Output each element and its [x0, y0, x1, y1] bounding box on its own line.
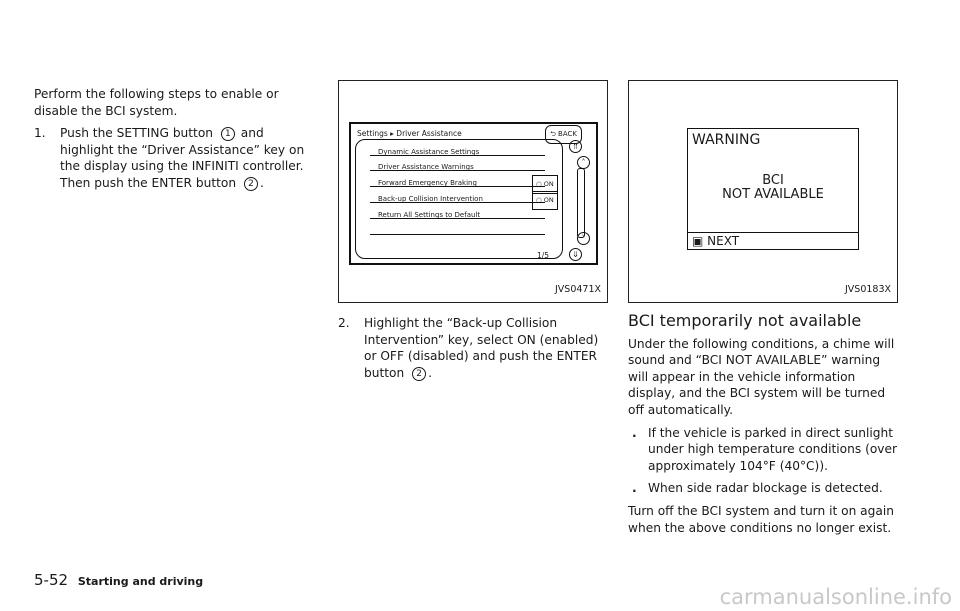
- menu-item: Forward Emergency Braking: [378, 179, 477, 187]
- menu-item: Return All Settings to Default: [378, 211, 481, 219]
- back-button: ⮌ BACK: [545, 125, 582, 144]
- figure-warning-screen: [628, 80, 898, 303]
- screen-breadcrumb: Settings ▸ Driver Assistance: [357, 129, 462, 138]
- punct: .: [428, 365, 432, 380]
- warning-footer: [688, 232, 858, 249]
- section-paragraph: Under the following conditions, a chime will sound and “BCI NOT AVAILABLE” warning will appear in the vehicle information display, and the BCI system will be turned off automatically.: [628, 336, 895, 417]
- scroll-bottom-icon: ⇓: [569, 248, 582, 261]
- callout-2-icon: 2: [412, 367, 426, 381]
- warning-display: [687, 128, 859, 250]
- bullet-icon: .: [632, 481, 637, 496]
- on-label: ON: [543, 180, 554, 188]
- bullet-item: [628, 425, 898, 475]
- menu-item: Back-up Collision Intervention: [378, 195, 483, 203]
- settings-list: [355, 139, 563, 259]
- callout-1-icon: 1: [221, 127, 235, 141]
- scroll-down-icon: ˅: [577, 232, 590, 245]
- figure-caption: JVS0471X: [554, 284, 601, 296]
- bullet-item: [628, 480, 898, 497]
- on-label: ON: [543, 196, 554, 204]
- step-number: 2.: [338, 316, 350, 330]
- step-text: Highlight the “Back-up Collision Intervention” key, select ON (enabled) or OFF (disabled) and push the ENTER button: [364, 316, 599, 380]
- right-column: [628, 80, 898, 542]
- step-text-cont: and highlight the “Driver Assistance” key on the display using the INFINITI controller. Then push the ENTER button: [60, 126, 305, 190]
- intro-text: Perform the following steps to enable or disable the BCI system.: [34, 87, 279, 118]
- scroll-top-icon: ⇑: [569, 140, 582, 153]
- scrollbar-track: [577, 168, 585, 238]
- menu-item: Dynamic Assistance Settings: [378, 148, 480, 156]
- middle-column: [338, 80, 608, 387]
- on-indicator: ○ ON: [532, 191, 558, 210]
- step-number: 1.: [34, 126, 46, 141]
- scroll-up-icon: ˄: [577, 156, 590, 169]
- watermark: carmanualsonline.info: [719, 585, 952, 609]
- step-text: Push the SETTING button: [60, 126, 214, 141]
- bullet-icon: .: [632, 425, 637, 440]
- bullet-text: If the vehicle is parked in direct sunlight under high temperature conditions (over approximately 104°F (40°C)).: [648, 425, 897, 473]
- callout-2-icon: 2: [244, 177, 258, 191]
- page-number: 5-52: [34, 571, 69, 589]
- step-1: [34, 125, 318, 191]
- bullet-text: When side radar blockage is detected.: [648, 481, 883, 496]
- page-indicator: 1/5: [537, 251, 550, 260]
- left-column: [34, 86, 318, 198]
- warning-message-line2: NOT AVAILABLE: [722, 187, 824, 202]
- punct: .: [259, 175, 264, 190]
- warning-title: WARNING: [692, 132, 761, 148]
- next-icon: ▣: [692, 234, 704, 248]
- on-indicator: ○ ON: [532, 175, 558, 194]
- section-heading: BCI temporarily not available: [628, 311, 862, 330]
- step-2: [338, 315, 608, 381]
- display-screen: [349, 122, 598, 265]
- row-divider: [370, 234, 545, 235]
- figure-settings-screen: [338, 80, 608, 303]
- section-name: Starting and driving: [77, 575, 204, 588]
- closing-paragraph: Turn off the BCI system and turn it on again when the above conditions no longer exist.: [628, 503, 894, 535]
- menu-item: Driver Assistance Warnings: [378, 163, 474, 171]
- next-label: NEXT: [707, 234, 740, 248]
- back-label: BACK: [558, 130, 577, 138]
- warning-message-line1: BCI: [762, 173, 784, 188]
- figure-caption: JVS0183X: [844, 284, 891, 296]
- page-footer: [34, 571, 203, 589]
